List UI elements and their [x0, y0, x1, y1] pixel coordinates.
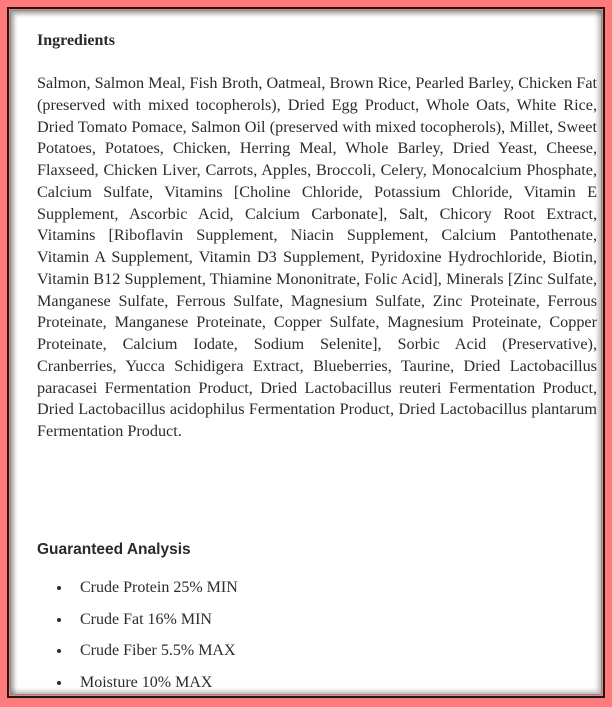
analysis-item-label: Crude Protein 25% MIN: [80, 579, 238, 596]
analysis-item-label: Moisture 10% MAX: [80, 673, 213, 691]
list-item: [37, 671, 238, 703]
bullet-icon: [57, 586, 61, 590]
guaranteed-analysis-heading: Guaranteed Analysis: [37, 541, 191, 558]
content-panel: [10, 10, 602, 695]
guaranteed-analysis-list: [37, 576, 238, 702]
analysis-item-label: Crude Fiber 5.5% MAX: [80, 642, 236, 659]
bullet-icon: [57, 681, 61, 685]
bullet-icon: [57, 618, 61, 622]
list-item: [37, 639, 238, 671]
bullet-icon: [57, 649, 61, 653]
ingredients-text: Salmon, Salmon Meal, Fish Broth, Oatmeal, Brown Rice, Pearled Barley, Chicken Fat (preserved with mixed tocopherols), Dried Egg Product, Whole Oats, White Rice, Dried Tomato Pomace, Salmon Oil (preserved with mixed tocopherols), Millet, Sweet Potatoes, Potatoes, Chicken, Herring Meal, Whole Barley, Dried Yeast, Cheese, Flaxseed, Chicken Liver, Carrots, Apples, Broccoli, Celery, Monocalcium Phosphate, Calcium Sulfate, Vitamins [Choline Chloride, Potassium Chloride, Vitamin E Supplement, Ascorbic Acid, Calcium Carbonate], Salt, Chicory Root Extract, Vitamins [Riboflavin Supplement, Niacin Supplement, Calcium Pantothenate, Vitamin A Supplement, Vitamin D3 Supplement, Pyridoxine Hydrochloride, Biotin, Vitamin B12 Supplement, Thiamine Mononitrate, Folic Acid], Minerals [Zinc Sulfate, Manganese Sulfate, Ferrous Sulfate, Magnesium Sulfate, Zinc Proteinate, Ferrous Proteinate, Manganese Proteinate, Copper Sulfate, Magnesium Proteinate, Copper Proteinate, Calcium Iodate, Sodium Selenite], Sorbic Acid (Preservative), Cranberries, Yucca Schidigera Extract, Blueberries, Taurine, Dried Lactobacillus paracasei Fermentation Product, Dried Lactobacillus reuteri Fermentation Product, Dried Lactobacillus acidophilus Fermentation Product, Dried Lactobacillus plantarum Fermentation Product.: [37, 74, 597, 440]
list-item: [37, 608, 238, 640]
analysis-item-label: Crude Fat 16% MIN: [80, 610, 212, 628]
list-item: [37, 576, 238, 608]
ingredients-heading: Ingredients: [37, 32, 115, 49]
content-area: [37, 29, 597, 691]
